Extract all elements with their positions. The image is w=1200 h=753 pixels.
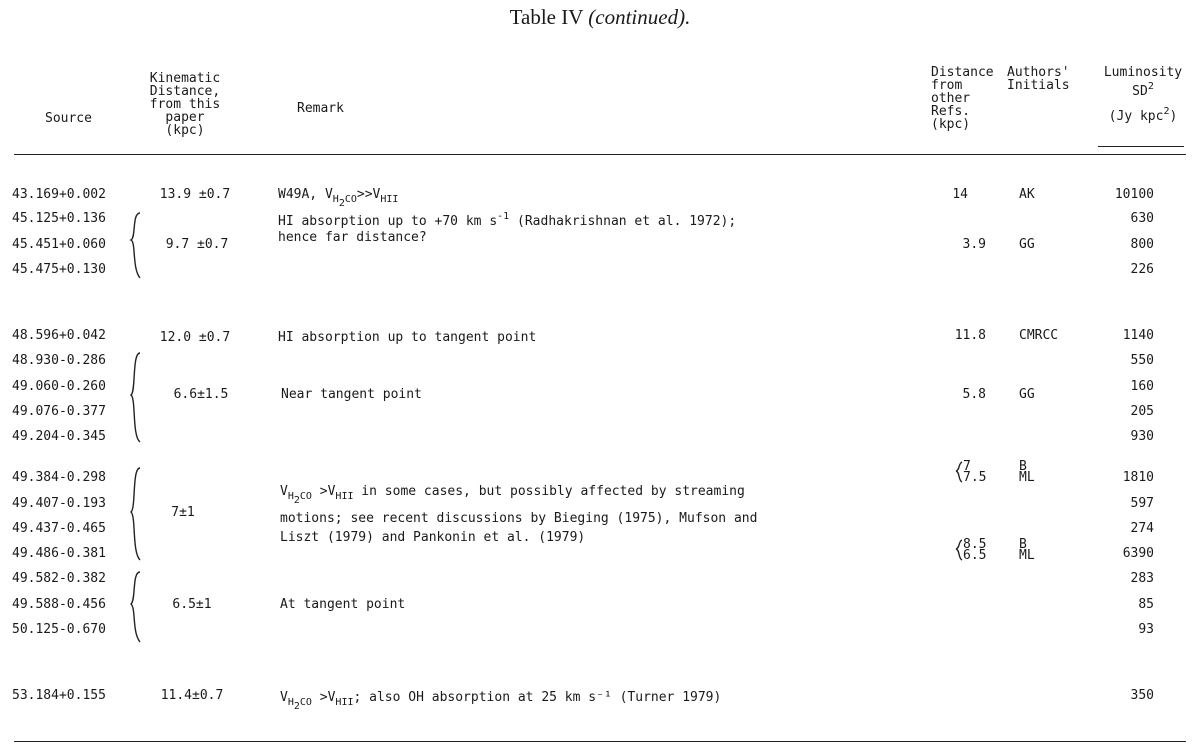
author-initials: GG <box>1019 387 1035 402</box>
luminosity-value: 800 <box>1130 237 1154 252</box>
sub-2: 2 <box>338 198 345 209</box>
remark-text: ; also OH absorption at 25 km s⁻¹ (Turner 1979) <box>353 690 722 705</box>
author-initials: B <box>1019 459 1027 474</box>
author-initials: AK <box>1019 187 1035 202</box>
brace-6 <box>956 540 962 560</box>
unit-close: ) <box>1169 109 1178 124</box>
remark-streaming-2: motions; see recent discussions by Bieging (1975), Mufson and <box>280 511 758 526</box>
header-distance-line: Distance <box>931 65 994 80</box>
brace-2 <box>131 353 140 442</box>
remark-text: V <box>280 690 288 705</box>
distance-value: 7 <box>963 459 971 474</box>
source-name: 45.451+0.060 <box>12 237 106 252</box>
distance-value: 6.5 <box>963 548 987 563</box>
sub-h: H <box>332 194 339 205</box>
kinematic-value: 7±1 <box>171 505 195 520</box>
luminosity-value: 350 <box>1130 688 1154 703</box>
remark-at-tangent: At tangent point <box>280 597 406 612</box>
distance-pair <box>963 461 986 483</box>
header-distance-line: Refs. <box>931 104 971 119</box>
source-name: 53.184+0.155 <box>12 688 106 703</box>
remark-tangent: HI absorption up to tangent point <box>278 330 537 345</box>
kinematic-value: 12.0 ±0.7 <box>159 330 231 345</box>
distance-value: 5.8 <box>962 387 986 402</box>
header-luminosity-line: Luminosity <box>1103 65 1183 80</box>
remark-hi-absorption <box>278 211 737 229</box>
luminosity-value: 630 <box>1130 211 1154 226</box>
header-authors-line: Initials <box>1007 78 1070 93</box>
luminosity-value: 226 <box>1130 262 1154 277</box>
header-kinematic-line: from this <box>149 97 221 112</box>
luminosity-value: 283 <box>1130 571 1154 586</box>
remark-text: W49A, V <box>278 187 333 202</box>
unit-label: (Jy kpc <box>1108 109 1164 124</box>
luminosity-value: 205 <box>1130 404 1154 419</box>
luminosity-value: 160 <box>1130 379 1154 394</box>
luminosity-value: 597 <box>1130 496 1154 511</box>
table-continued: (continued). <box>588 5 691 29</box>
brace-5 <box>956 462 962 482</box>
sub-2: 2 <box>293 701 300 712</box>
source-name: 43.169+0.002 <box>12 187 106 202</box>
header-kinematic-line: Distance, <box>149 84 221 99</box>
author-initials: GG <box>1019 237 1035 252</box>
remark-oh-absorption <box>280 690 722 712</box>
luminosity-value: 1140 <box>1122 328 1154 343</box>
header-kinematic-line: Kinematic <box>149 71 221 86</box>
sub-h: H <box>287 491 294 502</box>
sub-h: H <box>287 697 294 708</box>
distance-pair <box>963 539 986 561</box>
source-name: 49.437-0.465 <box>12 521 106 536</box>
source-name: 49.582-0.382 <box>12 571 106 586</box>
source-name: 48.596+0.042 <box>12 328 106 343</box>
author-initials: ML <box>1019 548 1035 563</box>
luminosity-value: 930 <box>1130 429 1154 444</box>
header-kinematic-line: (kpc) <box>165 123 205 138</box>
distance-value: 8.5 <box>963 537 987 552</box>
remark-text: (Radhakrishnan et al. 1972); <box>509 214 737 229</box>
sub-hii: HII <box>335 697 354 708</box>
source-name: 49.076-0.377 <box>12 404 106 419</box>
sub-hii: HII <box>335 491 354 502</box>
remark-near-tangent: Near tangent point <box>281 387 422 402</box>
header-kinematic-line: paper <box>165 110 205 125</box>
source-name: 45.125+0.136 <box>12 211 106 226</box>
author-pair <box>1019 461 1035 483</box>
header-distance-line: other <box>931 91 971 106</box>
bottom-rule <box>14 741 1186 742</box>
luminosity-value: 10100 <box>1114 187 1154 202</box>
kinematic-value: 13.9 ±0.7 <box>159 187 231 202</box>
source-name: 48.930-0.286 <box>12 353 106 368</box>
luminosity-value: 85 <box>1138 597 1154 612</box>
header-distance-line: (kpc) <box>931 117 971 132</box>
source-name: 50.125-0.670 <box>12 622 106 637</box>
luminosity-value: 93 <box>1138 622 1154 637</box>
kinematic-value: 11.4±0.7 <box>160 688 224 703</box>
source-name: 45.475+0.130 <box>12 262 106 277</box>
sub-co: CO <box>299 491 312 502</box>
kinematic-value: 9.7 ±0.7 <box>165 237 229 252</box>
distance-value: 7.5 <box>963 470 987 485</box>
distance-value: 11.8 <box>954 328 986 343</box>
kinematic-value: 6.6±1.5 <box>173 387 229 402</box>
luminosity-value: 6390 <box>1122 546 1154 561</box>
remark-text: in some cases, but possibly affected by streaming <box>353 484 745 499</box>
author-initials: ML <box>1019 470 1035 485</box>
author-initials: CMRCC <box>1019 328 1059 343</box>
remark-sup: -1 <box>497 211 510 222</box>
brace-3 <box>131 468 140 560</box>
luminosity-value: 550 <box>1130 353 1154 368</box>
remark-text: V <box>280 484 288 499</box>
remark-far-distance: hence far distance? <box>278 230 427 245</box>
source-name: 49.407-0.193 <box>12 496 106 511</box>
source-name: 49.588-0.456 <box>12 597 106 612</box>
remark-text: >>V <box>356 187 381 202</box>
sub-hii: HII <box>380 194 399 205</box>
remark-text: >V <box>311 690 336 705</box>
remark-streaming-3: Liszt (1979) and Pankonin et al. (1979) <box>280 530 586 545</box>
header-source: Source <box>45 111 92 126</box>
brace-1 <box>131 213 140 278</box>
remark-w49a <box>278 187 399 209</box>
remark-text: >V <box>311 484 336 499</box>
header-remark: Remark <box>297 101 344 116</box>
luminosity-value: 274 <box>1130 521 1154 536</box>
sd-exp: 2 <box>1147 81 1154 92</box>
distance-value: 14 <box>952 187 968 202</box>
sub-2: 2 <box>293 495 300 506</box>
unit-exp: 2 <box>1163 106 1170 117</box>
source-name: 49.060-0.260 <box>12 379 106 394</box>
source-name: 49.204-0.345 <box>12 429 106 444</box>
distance-value: 3.9 <box>962 237 986 252</box>
remark-text: HI absorption up to +70 km s <box>278 214 498 229</box>
header-authors-line: Authors' <box>1007 65 1070 80</box>
header-distance-line: from <box>931 78 963 93</box>
author-initials: B <box>1019 537 1027 552</box>
sd-label: SD <box>1132 84 1148 99</box>
remark-streaming-1 <box>280 484 745 506</box>
table-label: Table IV <box>509 5 584 29</box>
sub-co: CO <box>344 194 357 205</box>
author-pair <box>1019 539 1035 561</box>
kinematic-value: 6.5±1 <box>172 597 212 612</box>
sub-co: CO <box>299 697 312 708</box>
source-name: 49.486-0.381 <box>12 546 106 561</box>
source-name: 49.384-0.298 <box>12 470 106 485</box>
luminosity-value: 1810 <box>1122 470 1154 485</box>
brace-4 <box>131 572 140 642</box>
